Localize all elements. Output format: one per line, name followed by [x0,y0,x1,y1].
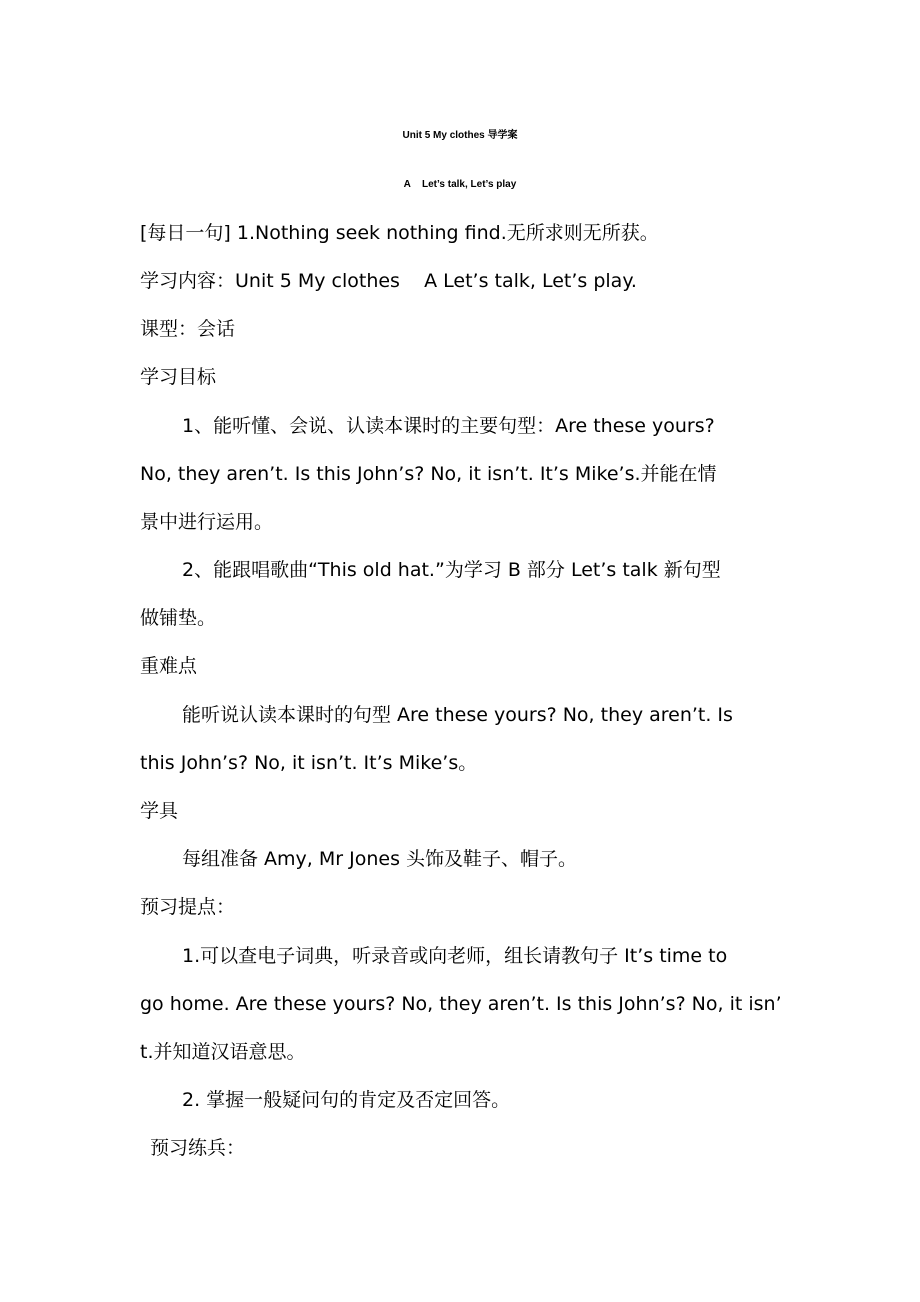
tools-line: 每组准备 Amy, Mr Jones 头饰及鞋子、帽子。 [182,848,578,870]
key-heading: 重难点 [140,655,198,677]
preview-1-line-2: go home. Are these yours? No, they aren’t. Is this John’s? No, it isn’ [140,993,782,1015]
goal-2-line-2: 做铺垫。 [140,607,217,629]
practice-heading: 预习练兵： [150,1137,246,1159]
preview-heading: 预习提点： [140,896,236,918]
preview-2-line: 2. 掌握一般疑问句的肯定及否定回答。 [182,1089,511,1111]
preview-1-line-1: 1.可以查电子词典，听录音或向老师，组长请教句子 It’s time to [182,945,728,967]
tools-heading: 学具 [140,800,179,822]
goals-heading: 学习目标 [140,366,217,388]
goal-1-line-2: No, they aren’t. Is this John’s? No, it isn’t. It’s Mike’s.并能在情 [140,463,717,485]
preview-1-line-3: t.并知道汉语意思。 [140,1041,306,1063]
title-line-2: A Let’s talk, Let’s play [403,179,517,190]
daily-sentence: [每日一句] 1.Nothing seek nothing find.无所求则无所获。 [140,222,659,244]
key-line-1: 能听说认读本课时的句型 Are these yours? No, they aren’t. Is [182,704,733,726]
goal-1-line-1: 1、能听懂、会说、认读本课时的主要句型：Are these yours? [182,415,715,437]
content-line: 学习内容：Unit 5 My clothes A Let’s talk, Let’s play. [140,270,637,292]
goal-1-line-3: 景中进行运用。 [140,511,274,533]
goal-2-line-1: 2、能跟唱歌曲“This old hat.”为学习 B 部分 Let’s talk 新句型 [182,559,721,581]
lesson-type: 课型：会话 [140,318,236,340]
title-line-1: Unit 5 My clothes 导学案 [402,130,518,141]
key-line-2: this John’s? No, it isn’t. It’s Mike’s。 [140,752,478,774]
